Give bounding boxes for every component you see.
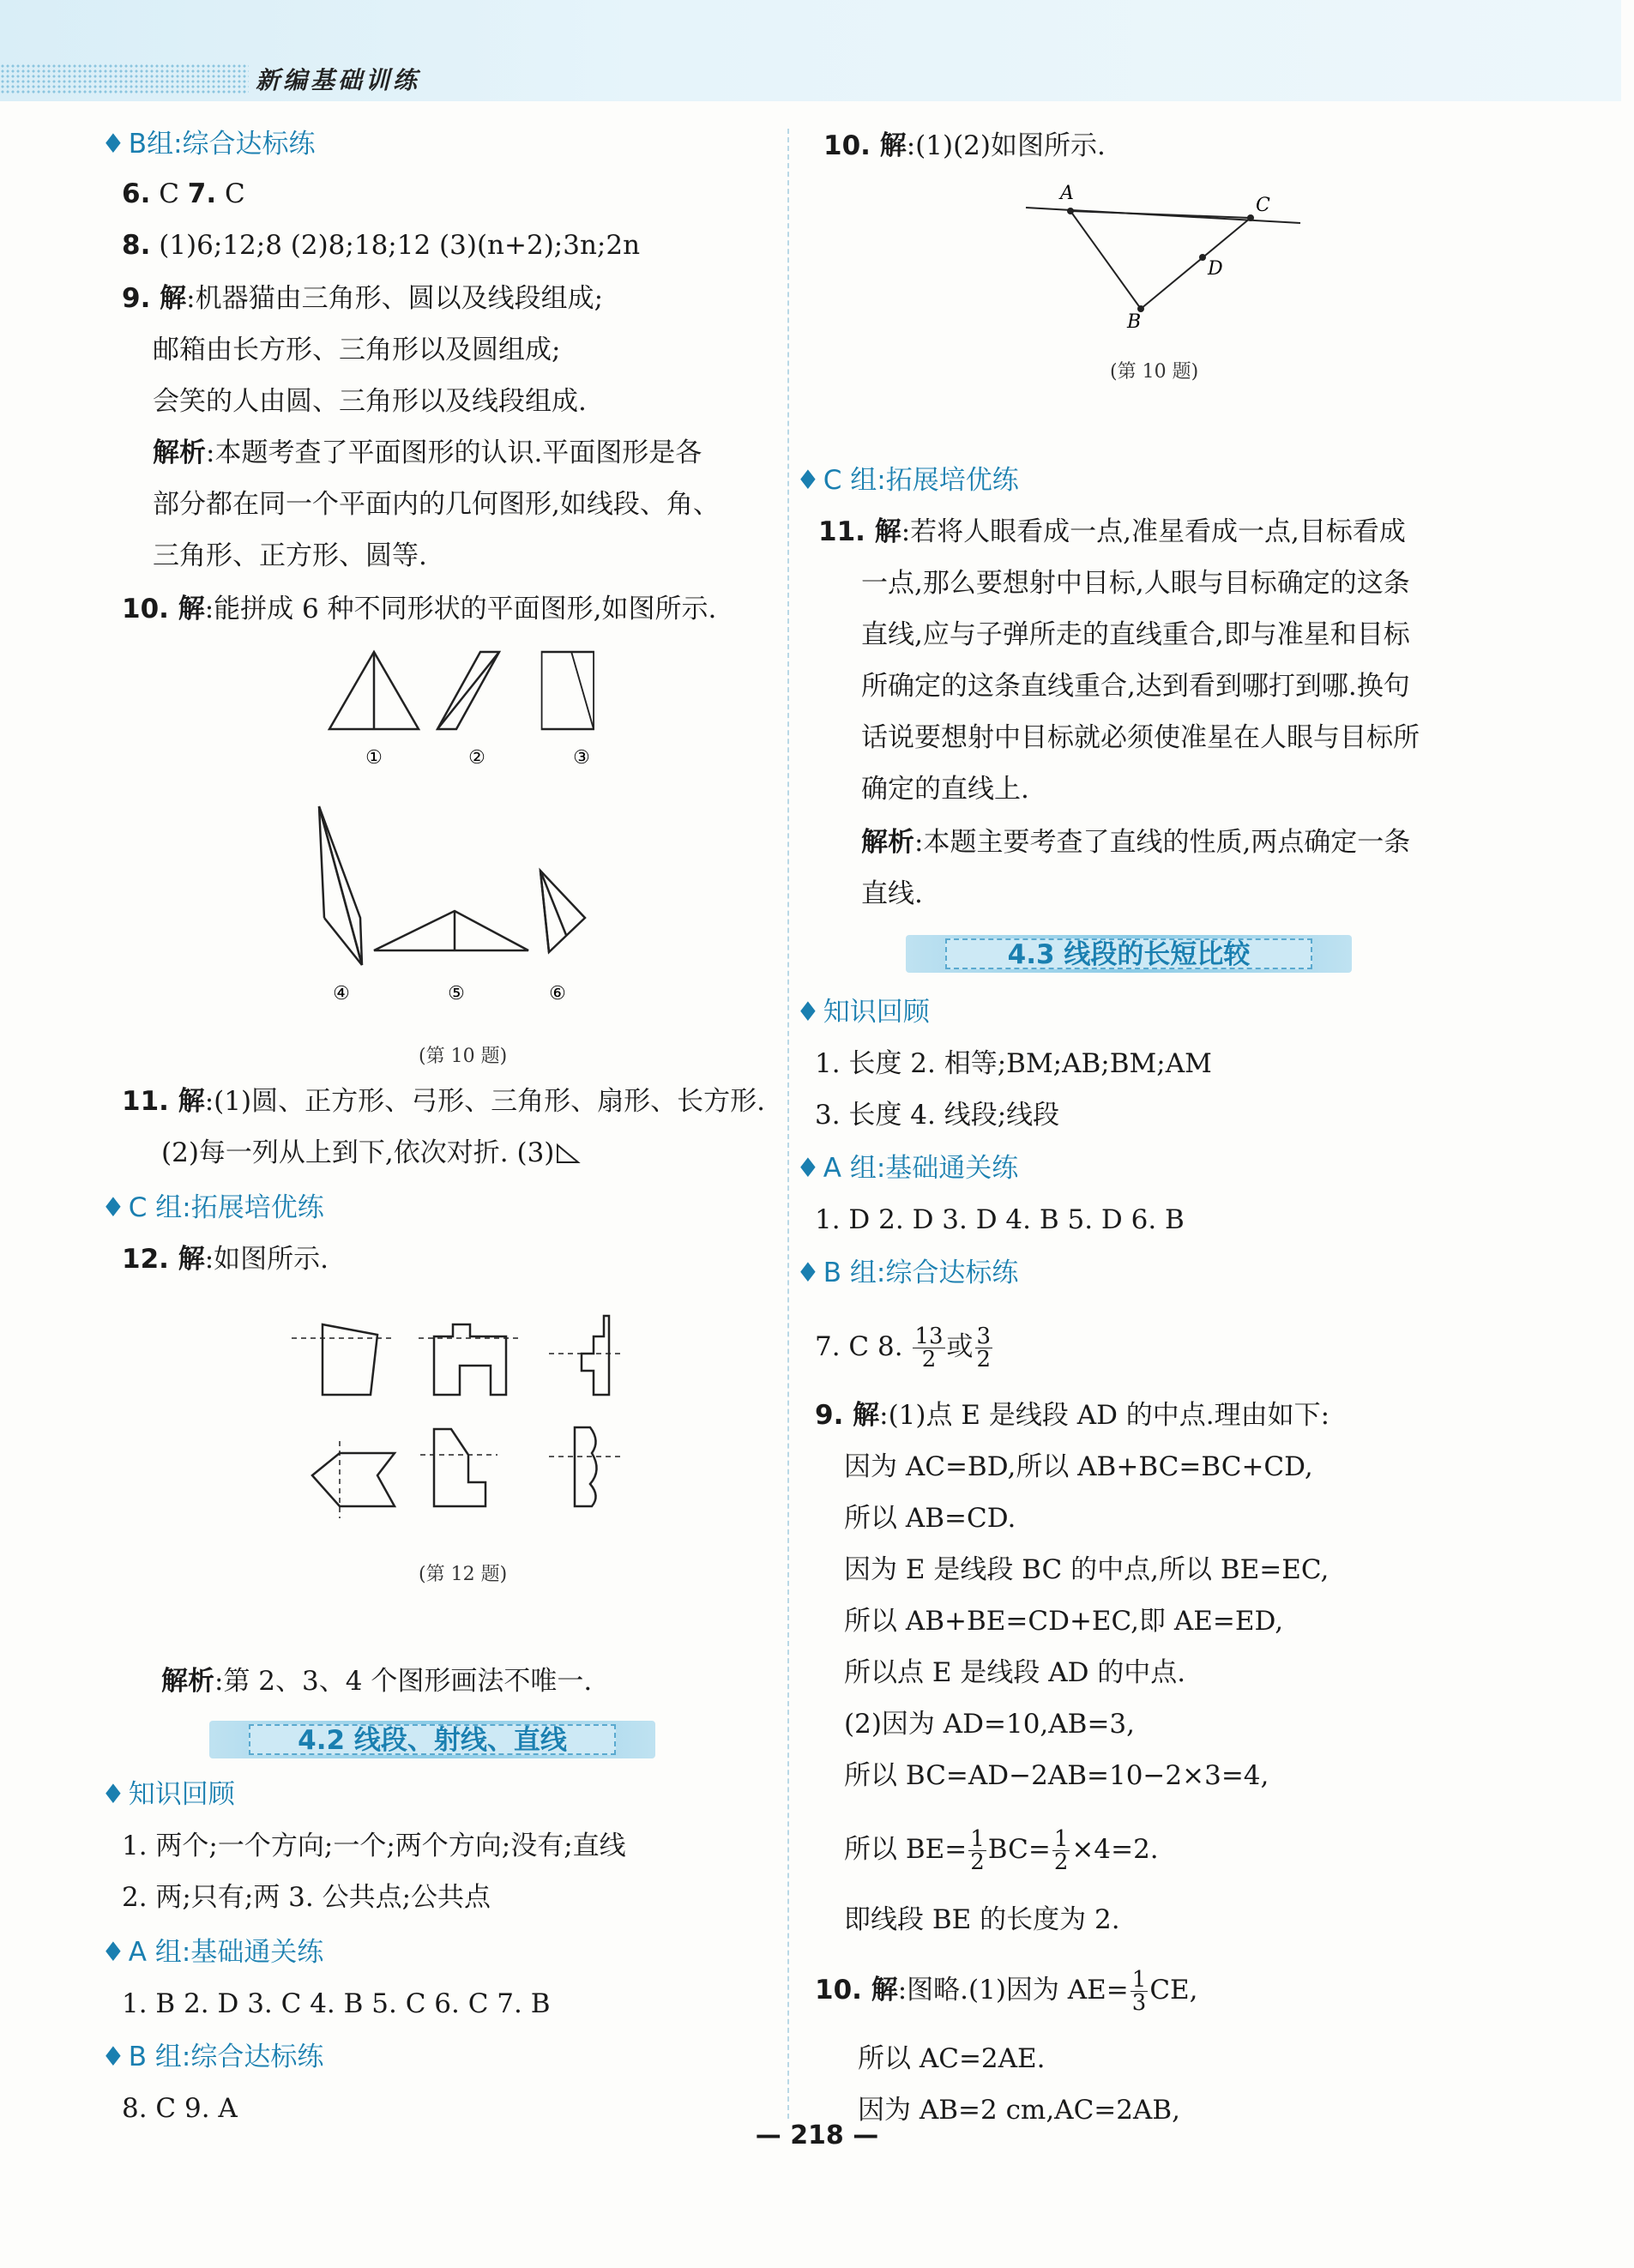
- section-b-heading: ♦ B组:综合达标练: [101, 129, 316, 160]
- section-banner-4-2: 4.2 线段、射线、直线: [209, 1721, 655, 1758]
- page-number: — 218 —: [755, 2120, 879, 2150]
- r-q9-line-9: 所以 BE= $\frac{1}{2}$ BC= $\frac{1}{2}$ ×4=2.: [844, 1826, 1159, 1875]
- r-q9-line-2: 因为 AC=BD,所以 AB+BC=BC+CD,: [844, 1451, 1313, 1482]
- section-banner-4-3: 4.3 线段的长短比较: [906, 935, 1352, 973]
- point-d-label: D: [1208, 258, 1223, 280]
- house-shape: [434, 1324, 506, 1395]
- fig-label-2: ②: [468, 747, 485, 769]
- r-q9-line-7: (2)因为 AD=10,AB=3,: [844, 1709, 1136, 1740]
- r-knowledge-2: 3. 长度 4. 线段;线段: [815, 1100, 1060, 1131]
- section-a-heading: ♦ A 组:基础通关练: [101, 1937, 324, 1968]
- r-q11-line-2: 一点,那么要想射中目标,人眼与目标确定的这条: [861, 568, 1410, 599]
- header-title: 新编基础训练: [256, 66, 421, 94]
- r-q10b-line-3: 因为 AB=2 cm,AC=2AB,: [858, 2095, 1181, 2126]
- r-q11-line-6: 确定的直线上.: [861, 774, 1029, 805]
- q9-analysis-3: 三角形、正方形、圆等.: [153, 540, 427, 571]
- q11-line-2: (2)每一列从上到下,依次对折. (3): [161, 1136, 580, 1170]
- r-q10b-line-1: 10. 解:图略.(1)因为 AE= $\frac{1}{3}$ CE,: [815, 1967, 1198, 2016]
- r-q11-line-4: 所确定的这条直线重合,达到看到哪打到哪.换句: [861, 671, 1410, 702]
- q9-analysis-2: 部分都在同一个平面内的几何图形,如线段、角、: [153, 489, 720, 520]
- r-q9-line-8: 所以 BC=AD−2AB=10−2×3=4,: [844, 1760, 1269, 1791]
- shape-5-triangle: [374, 911, 528, 950]
- r-q9-line-1: 9. 解:(1)点 E 是线段 AD 的中点.理由如下:: [815, 1400, 1330, 1431]
- r-q11-line-3: 直线,应与子弹所走的直线重合,即与准星和目标: [861, 619, 1410, 650]
- section-c-heading: ♦ C 组:拓展培优练: [101, 1192, 324, 1223]
- column-divider: [787, 129, 789, 2119]
- knowledge-review-heading: ♦ 知识回顾: [101, 1779, 235, 1810]
- point-b-label: B: [1127, 311, 1142, 333]
- r-q9-line-3: 所以 AB=CD.: [844, 1503, 1016, 1534]
- r-answers-7-8: 7. C 8. $\frac{13}{2}$ 或 $\frac{3}{2}$: [815, 1324, 992, 1372]
- fig-label-3: ③: [573, 747, 590, 769]
- b-answers: 8. C 9. A: [122, 2093, 238, 2124]
- figure-10-left: [309, 635, 652, 1004]
- q11-line-1: 11. 解:(1)圆、正方形、弓形、三角形、扇形、长方形.: [122, 1086, 765, 1117]
- trapezoid-shape: [323, 1324, 377, 1395]
- section-b2-heading: ♦ B 组:综合达标练: [101, 2042, 324, 2072]
- r-q11-analysis-2: 直线.: [861, 878, 923, 909]
- r-q9-line-5: 所以 AB+BE=CD+EC,即 AE=ED,: [844, 1606, 1284, 1637]
- q9-line-2: 邮箱由长方形、三角形以及圆组成;: [153, 335, 561, 365]
- r-q9-line-6: 所以点 E 是线段 AD 的中点.: [844, 1657, 1186, 1688]
- r-q11-line-1: 11. 解:若将人眼看成一点,准星看成一点,目标看成: [818, 516, 1406, 547]
- point-a-label: A: [1060, 183, 1074, 204]
- r-q10b-line-2: 所以 AC=2AE.: [858, 2043, 1046, 2074]
- a-answers: 1. B 2. D 3. C 4. B 5. C 6. C 7. B: [122, 1988, 551, 2019]
- header-decoration: [0, 63, 249, 94]
- right-triangle-icon: [554, 1143, 580, 1166]
- r-q9-line-10: 即线段 BE 的长度为 2.: [844, 1904, 1120, 1935]
- r-section-a-heading: ♦ A 组:基础通关练: [796, 1153, 1019, 1184]
- q9-analysis-1: 解析:本题考查了平面图形的认识.平面图形是各: [153, 437, 702, 468]
- fraction-3-2: $\frac{3}{2}$: [976, 1324, 992, 1372]
- fraction-1-2-b: $\frac{1}{2}$: [1053, 1826, 1069, 1875]
- fig-label-6: ⑥: [549, 983, 566, 1004]
- q9-line-1: 9. 解:机器猫由三角形、圆以及线段组成;: [122, 283, 604, 314]
- fig-label-5: ⑤: [448, 983, 465, 1004]
- figure-12-caption: (第 12 题): [419, 1564, 508, 1585]
- r-knowledge-review-heading: ♦ 知识回顾: [796, 997, 930, 1028]
- r-q10-text: 10. 解:(1)(2)如图所示.: [823, 130, 1106, 161]
- cross-shape: [582, 1316, 609, 1395]
- r-section-b-heading: ♦ B 组:综合达标练: [796, 1258, 1019, 1288]
- answers-6-7: 6. C 7. C: [122, 178, 245, 209]
- r-section-c-heading: ♦ C 组:拓展培优练: [796, 465, 1019, 496]
- shape-3-rectangle: [542, 652, 594, 729]
- fraction-13-2: $\frac{13}{2}$: [914, 1324, 944, 1372]
- r-figure-10-caption: (第 10 题): [1110, 361, 1199, 383]
- answer-8: 8. (1)6;12;8 (2)8;18;12 (3)(n+2);3n;2n: [122, 230, 641, 261]
- fraction-1-2: $\frac{1}{2}$: [970, 1826, 985, 1875]
- fig-label-4: ④: [333, 983, 350, 1004]
- knowledge-2: 2. 两;只有;两 3. 公共点;公共点: [122, 1882, 491, 1913]
- figure-10-caption: (第 10 题): [419, 1046, 508, 1067]
- q12-text: 12. 解:如图所示.: [122, 1244, 329, 1275]
- r-q9-line-4: 因为 E 是线段 BC 的中点,所以 BE=EC,: [844, 1554, 1330, 1585]
- figure-12: [292, 1312, 652, 1561]
- curve-shape: [434, 1429, 485, 1506]
- q9-line-3: 会笑的人由圆、三角形以及线段组成.: [153, 386, 587, 417]
- r-a-answers: 1. D 2. D 3. D 4. B 5. D 6. B: [815, 1204, 1185, 1235]
- knowledge-1: 1. 两个;一个方向;一个;两个方向;没有;直线: [122, 1831, 626, 1861]
- fig-label-1: ①: [365, 747, 383, 769]
- point-c-label: C: [1256, 195, 1270, 216]
- wavy-shape: [575, 1427, 597, 1506]
- r-q11-line-5: 话说要想射中目标就必须使准星在人眼与目标所: [861, 722, 1420, 753]
- r-knowledge-1: 1. 长度 2. 相等;BM;AB;BM;AM: [815, 1048, 1212, 1079]
- r-q11-analysis-1: 解析:本题主要考查了直线的性质,两点确定一条: [861, 827, 1411, 858]
- q10-text: 10. 解:能拼成 6 种不同形状的平面图形,如图所示.: [122, 594, 717, 624]
- fraction-1-3: $\frac{1}{3}$: [1131, 1967, 1147, 2016]
- figure-10-right: [1026, 182, 1317, 336]
- q12-analysis: 解析:第 2、3、4 个图形画法不唯一.: [161, 1666, 593, 1697]
- arrow-shape: [312, 1453, 395, 1506]
